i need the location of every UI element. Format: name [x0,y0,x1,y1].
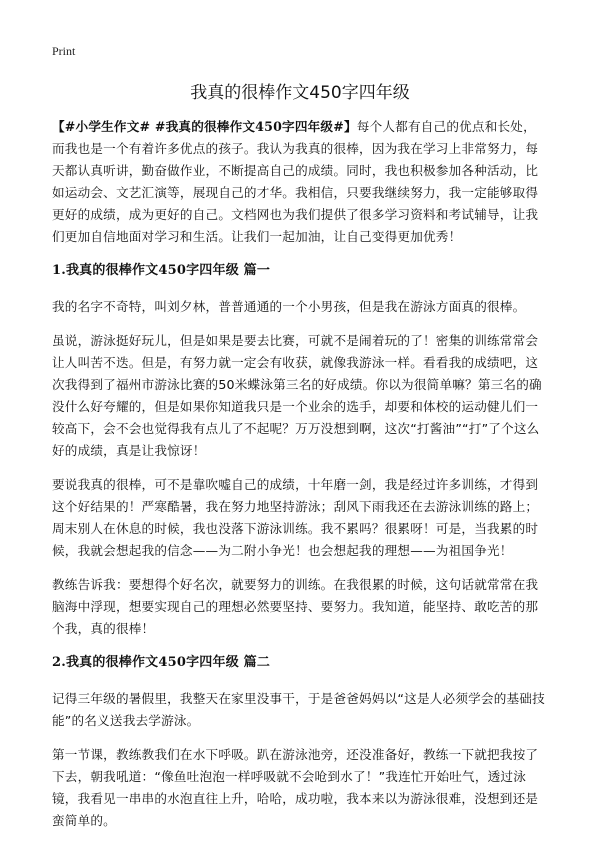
document-body [52,116,548,844]
section-heading-2: 2.我真的很棒作文450字四年级 篇二 [52,655,271,670]
paragraph: 教练告诉我：要想得个好名次，就要努力的训练。在我很累的时候，这句话就常常在我脑海中浮现，想要实现自己的理想必然要坚持、要努力。我知道，能坚持、敢吃苦的那个我，真的很棒！ [52,577,539,636]
paragraph: 我的名字不奇特，叫刘夕林，普普通通的一个小男孩，但是我在游泳方面真的很棒。 [52,299,526,314]
paragraph: 要说我真的很棒，可不是靠吹嘘自己的成绩，十年磨一剑，我是经过许多训练，才得到这个好结果的！严寒酷暑，我在努力地坚持游泳；刮风下雨我还在去游泳训练的路上；周末别人在休息的时候，我也没落下游泳训练。我不累吗？很累呀！可是，当我累的时候，我就会想起我的信念——为二附小争光！也会想起我的理想——为祖国争光！ [52,477,539,558]
paragraph: 虽说，游泳挺好玩儿，但是如果是要去比赛，可就不是闹着玩的了！密集的训练常常会让人叫苦不迭。但是，有努力就一定会有收获，就像我游泳一样。看看我的成绩吧，这次我得到了福州市游泳比赛的50米蝶泳第三名的好成绩。你以为很简单嘛？第三名的确没什么好夸耀的，但是如果你知道我只是一个业余的选手，却要和体校的运动健儿们一较高下，会不会也觉得我有点儿了不起呢？万万没想到啊，这次“打酱油”“打”了个这么好的成绩，真是让我惊讶！ [52,333,542,458]
paragraph: 第一节课，教练教我们在水下呼吸。趴在游泳池旁，还没准备好，教练一下就把我按了下去，朝我吼道：“像鱼吐泡泡一样呼吸就不会呛到水了！”我连忙开始吐气，透过泳镜，我看见一串串的水泡直往上升，哈哈，成功啦，我本来以为游泳很难，没想到还是蛮简单的。 [52,747,539,828]
intro-paragraph [52,116,548,248]
print-label[interactable]: Print [52,44,76,58]
section-heading-1: 1.我真的很棒作文450字四年级 篇一 [52,263,271,278]
document-title: 我真的很棒作文450字四年级 [190,83,410,103]
paragraph: 记得三年级的暑假里，我整天在家里没事干，于是爸爸妈妈以“这是人必须学会的基础技能”的名义送我去学游泳。 [52,691,545,728]
intro-tag: 【#小学生作文# #我真的很棒作文450字四年级#】 [52,119,357,134]
intro-text: 每个人都有自己的优点和长处，而我也是一个有着许多优点的孩子。我认为我真的很棒，因为我在学习上非常努力，每天都认真听讲，勤奋做作业，不断提高自己的成绩。同时，我也积极参加各种活动，比如运动会、文艺汇演等，展现自己的才华。我相信，只要我继续努力，我一定能够取得更好的成绩，成为更好的自己。文档网也为我们提供了很多学习资料和考试辅导，让我们更加自信地面对学习和生活。让我们一起加油，让自己变得更加优秀！ [52,119,539,244]
